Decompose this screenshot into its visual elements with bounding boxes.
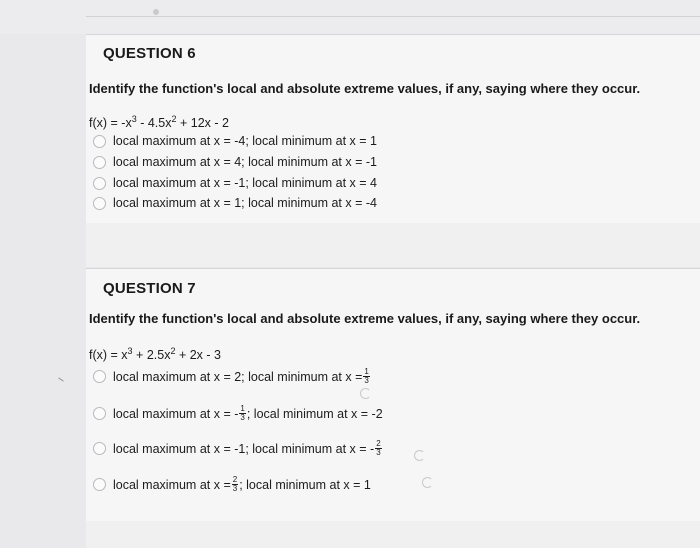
question-separator — [86, 223, 700, 267]
fraction-denominator: 3 — [232, 484, 238, 493]
function-exponent: 3 — [131, 114, 137, 124]
radio-button[interactable] — [93, 177, 106, 190]
fraction-numerator: 2 — [376, 439, 381, 448]
question-6-function — [89, 114, 229, 130]
function-exponent: 2 — [171, 114, 177, 124]
fraction-numerator: 1 — [364, 367, 369, 376]
option-label-prefix: local maximum at x = -1; local minimum at x = - — [113, 441, 375, 456]
function-text: + 12x - 2 — [179, 116, 229, 130]
question-7-option-a[interactable] — [93, 368, 371, 385]
question-6-title: QUESTION 6 — [103, 45, 196, 62]
radio-button[interactable] — [93, 442, 106, 455]
loading-spinner-icon — [414, 450, 425, 461]
question-6-option-d[interactable] — [93, 196, 377, 210]
radio-button[interactable] — [93, 156, 106, 169]
radio-button[interactable] — [93, 478, 106, 491]
fraction-denominator: 3 — [376, 448, 381, 457]
function-exponent: 2 — [170, 346, 176, 356]
function-text: + 2.5x — [136, 348, 171, 362]
scroll-indicator-dot — [153, 9, 159, 15]
option-label-prefix: local maximum at x = — [113, 477, 231, 492]
option-label-prefix: local maximum at x = - — [113, 406, 239, 421]
separator — [86, 16, 700, 17]
question-7-function — [89, 346, 221, 362]
option-label: local maximum at x = 1; local minimum at x = -4 — [113, 196, 377, 210]
question-7-prompt: Identify the function's local and absolute extreme values, if any, saying where they occur. — [89, 311, 641, 326]
function-text: - 4.5x — [140, 116, 172, 130]
option-label-prefix: local maximum at x = 2; local minimum at x = — [113, 369, 363, 384]
question-6-option-c[interactable] — [93, 176, 377, 190]
function-text: f(x) = x — [89, 348, 128, 362]
function-text: + 2x - 3 — [178, 348, 221, 362]
radio-button[interactable] — [93, 407, 106, 420]
question-7-option-c[interactable] — [93, 440, 383, 457]
fraction — [239, 405, 245, 422]
question-6-option-b[interactable] — [93, 155, 377, 169]
question-7-option-d[interactable] — [93, 476, 371, 493]
question-6-option-a[interactable] — [93, 134, 377, 148]
loading-spinner-icon — [360, 388, 371, 399]
function-text: f(x) = -x — [89, 116, 132, 130]
fraction — [363, 368, 369, 385]
fraction-denominator: 3 — [240, 413, 245, 422]
fraction — [232, 476, 238, 493]
stray-mark — [58, 377, 63, 381]
loading-spinner-icon — [422, 477, 433, 488]
fraction-numerator: 1 — [240, 404, 245, 413]
fraction-numerator: 2 — [232, 475, 238, 484]
fraction-denominator: 3 — [364, 376, 369, 385]
question-7-title: QUESTION 7 — [103, 280, 196, 297]
option-label: local maximum at x = -4; local minimum at x = 1 — [113, 134, 377, 148]
option-label-suffix: ; local minimum at x = 1 — [239, 477, 371, 492]
option-label: local maximum at x = -1; local minimum at x = 4 — [113, 176, 377, 190]
option-label: local maximum at x = 4; local minimum at x = -1 — [113, 155, 377, 169]
radio-button[interactable] — [93, 197, 106, 210]
function-exponent: 3 — [127, 346, 133, 356]
question-7-option-b[interactable] — [93, 405, 383, 422]
radio-button[interactable] — [93, 135, 106, 148]
fraction — [375, 440, 381, 457]
bottom-separator — [86, 521, 700, 548]
top-strip — [0, 0, 700, 34]
radio-button[interactable] — [93, 370, 106, 383]
question-6-prompt: Identify the function's local and absolute extreme values, if any, saying where they occur. — [89, 81, 641, 96]
option-label-suffix: ; local minimum at x = -2 — [246, 406, 383, 421]
